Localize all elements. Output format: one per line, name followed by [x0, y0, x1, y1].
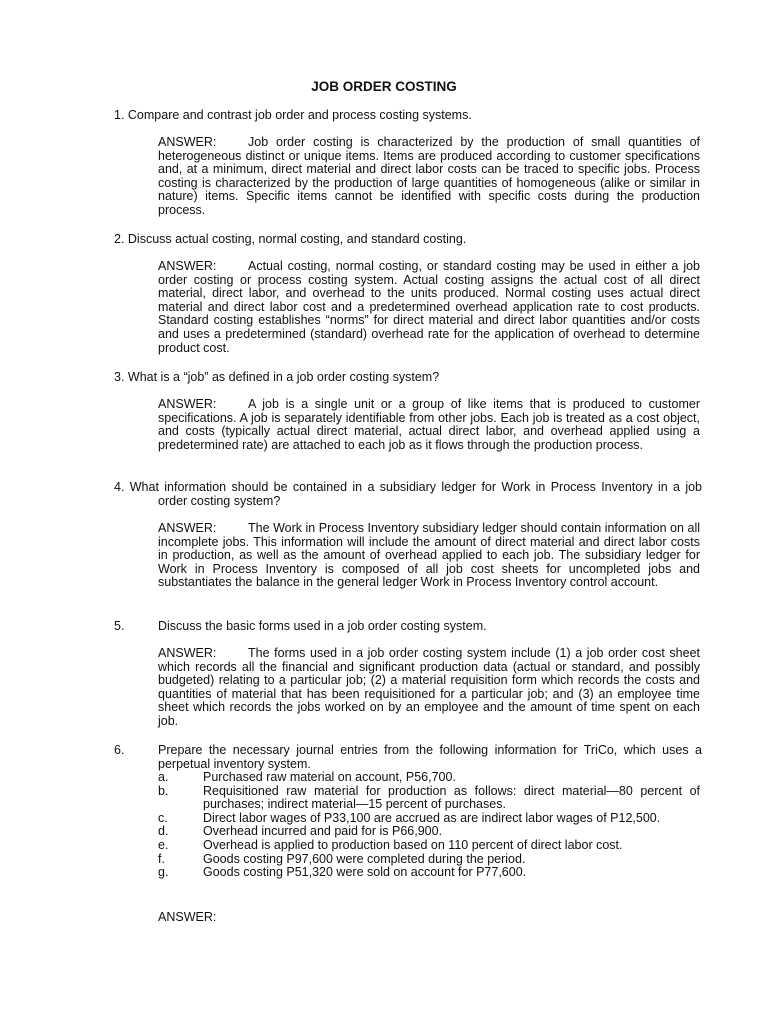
- item-text: Goods costing P51,320 were sold on account for P77,600.: [203, 865, 527, 880]
- item-letter: f.: [158, 851, 165, 866]
- item-text: Overhead is applied to production based on 110 percent of direct labor cost.: [203, 837, 623, 852]
- item-text: Direct labor wages of P33,100 are accrued as are indirect labor wages of P12,500.: [203, 810, 661, 825]
- answer-1-text: Job order costing is characterized by the production of small quantities of heterogeneous distinct or unique items. Items are produced according to customer specifications and, at a minimum, direct material and direct labor costs can be traced to specific jobs. Process costing is characterized by the production of large quantities of homogeneous (alike or similar in nature) items. Specific items cannot be identified with specific costs during the production process.: [158, 135, 700, 217]
- question-4-text: 4. What information should be contained in a subsidiary ledger for Work in Process Inventory in a job order costing system?: [114, 480, 702, 508]
- list-item: [158, 866, 700, 880]
- answer-2-text: Actual costing, normal costing, or standard costing may be used in either a job order costing or process costing system. Actual costing assigns the actual cost of all direct material, direct labor, and overhead to the units produced. Normal costing uses actual direct material and direct labor cost and a predetermined overhead application rate to cost products. Standard costing establishes “norms” for direct material and direct labor quantities and/or costs and uses a predetermined (standard) overhead rate for the application of overhead to determine product cost.: [158, 259, 700, 355]
- item-letter: c.: [158, 810, 168, 825]
- answer-3: [158, 398, 700, 452]
- question-6-item-list: [158, 771, 700, 880]
- item-letter: g.: [158, 865, 169, 880]
- question-6-number: 6.: [114, 743, 125, 757]
- list-item: [158, 771, 700, 785]
- question-6-text: Prepare the necessary journal entries from the following information for TriCo, which uses a perpetual inventory system.: [158, 743, 702, 771]
- item-letter: b.: [158, 783, 169, 798]
- question-5-number: 5.: [114, 619, 125, 633]
- answer-label: ANSWER:: [158, 646, 217, 660]
- list-item: [158, 812, 700, 826]
- answer-4: [158, 522, 700, 590]
- item-letter: a.: [158, 770, 169, 784]
- question-4: [114, 481, 702, 508]
- item-letter: e.: [158, 837, 169, 852]
- question-3: 3. What is a “job” as defined in a job order costing system?: [114, 370, 440, 384]
- item-text: Purchased raw material on account, P56,700.: [203, 770, 456, 784]
- answer-6-label: ANSWER:: [158, 910, 217, 924]
- answer-label: ANSWER:: [158, 397, 217, 411]
- question-2: 2. Discuss actual costing, normal costing, and standard costing.: [114, 232, 467, 246]
- list-item: [158, 785, 700, 812]
- question-1: 1. Compare and contrast job order and process costing systems.: [114, 108, 472, 122]
- question-5: [114, 620, 702, 634]
- answer-4-text: The Work in Process Inventory subsidiary ledger should contain information on all incomplete jobs. This information will include the amount of direct material and direct labor costs in production, as well as the amount of overhead applied to each job. The subsidiary ledger for Work in Process Inventory is composed of all job cost sheets for uncompleted jobs and substantiates the balance in the general ledger Work in Process Inventory control account.: [158, 521, 700, 590]
- question-6: [114, 744, 702, 771]
- list-item: [158, 839, 700, 853]
- item-text: Overhead incurred and paid for is P66,900.: [203, 824, 443, 839]
- answer-2: [158, 260, 700, 355]
- page-title: JOB ORDER COSTING: [311, 79, 457, 94]
- answer-1: [158, 136, 700, 218]
- list-item: [158, 853, 700, 867]
- answer-label: ANSWER:: [158, 521, 217, 535]
- answer-label: ANSWER:: [158, 259, 217, 273]
- list-item: [158, 825, 700, 839]
- answer-label: ANSWER:: [158, 135, 217, 149]
- item-letter: d.: [158, 824, 169, 839]
- answer-5: [158, 647, 700, 729]
- answer-5-text: The forms used in a job order costing system include (1) a job order cost sheet which records all the financial and significant production data (actual or standard, and possibly budgeted) relating to a particular job; (2) a material requisition form which records the costs and quantities of material that has been requisitioned for a particular job; and (3) an employee time sheet which records the jobs worked on by an employee and the amount of time spent on each job.: [158, 646, 700, 728]
- answer-3-text: A job is a single unit or a group of like items that is produced to customer specifications. A job is separately identifiable from other jobs. Each job is treated as a cost object, and costs (typically actual direct material, actual direct labor, and overhead applied using a predetermined rate) are attached to each job as it flows through the production process.: [158, 397, 700, 452]
- question-5-text: Discuss the basic forms used in a job order costing system.: [158, 619, 487, 633]
- item-text: Requisitioned raw material for production as follows: direct material—80 percent of purchases; indirect material—15 percent of purchases.: [203, 783, 700, 812]
- item-text: Goods costing P97,600 were completed during the period.: [203, 851, 526, 866]
